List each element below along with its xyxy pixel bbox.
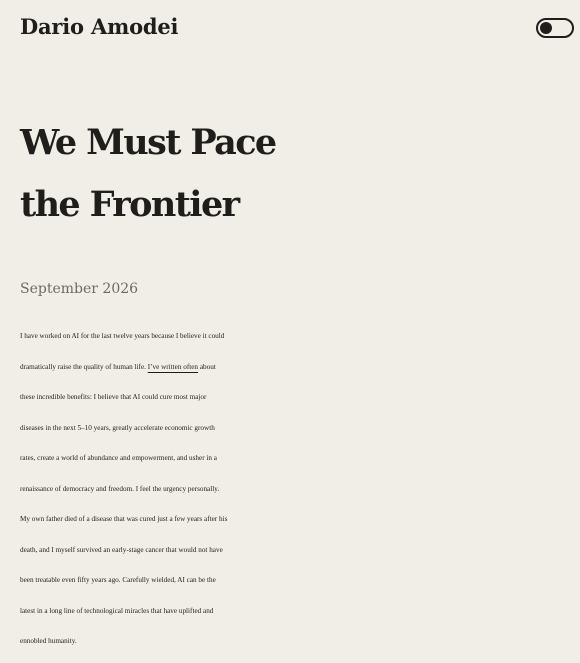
article-paragraph — [20, 321, 576, 657]
theme-toggle-switch[interactable] — [536, 18, 574, 38]
paragraph-line: death, and I myself survived an early-stage cancer that would not have — [20, 545, 223, 554]
written-often-link[interactable]: I’ve written often — [147, 362, 199, 371]
paragraph-text: dramatically raise the quality of human life. — [20, 362, 148, 371]
paragraph-line: rates, create a world of abundance and empowerment, and usher in a — [20, 454, 217, 462]
site-header — [20, 12, 574, 46]
article-date: September 2026 — [20, 281, 139, 297]
paragraph-line: I have worked on AI for the last twelve years because I believe it could — [20, 332, 225, 340]
article-title — [20, 112, 560, 236]
paragraph-line: My own father died of a disease that was cured just a few years after his — [20, 515, 228, 523]
paragraph-line — [20, 352, 576, 383]
paragraph-line: diseases in the next 5–10 years, greatly accelerate economic growth — [20, 423, 215, 432]
article-title-line: the Frontier — [20, 184, 239, 225]
paragraph-line: these incredible benefits: I believe that AI could cure most major — [20, 393, 207, 401]
toggle-switch-icon — [540, 22, 552, 34]
paragraph-line: latest in a long line of technological miracles that have uplifted and — [20, 606, 214, 615]
paragraph-line: renaissance of democracy and freedom. I feel the urgency personally. — [20, 484, 220, 493]
paragraph-line: been treatable even fifty years ago. Carefully wielded, AI can be the — [20, 576, 216, 584]
paragraph-line: ennobled humanity. — [20, 637, 77, 645]
article-title-line: We Must Pace — [20, 122, 276, 163]
paragraph-text: about — [198, 362, 216, 371]
site-title-link[interactable]: Dario Amodei — [20, 14, 179, 39]
